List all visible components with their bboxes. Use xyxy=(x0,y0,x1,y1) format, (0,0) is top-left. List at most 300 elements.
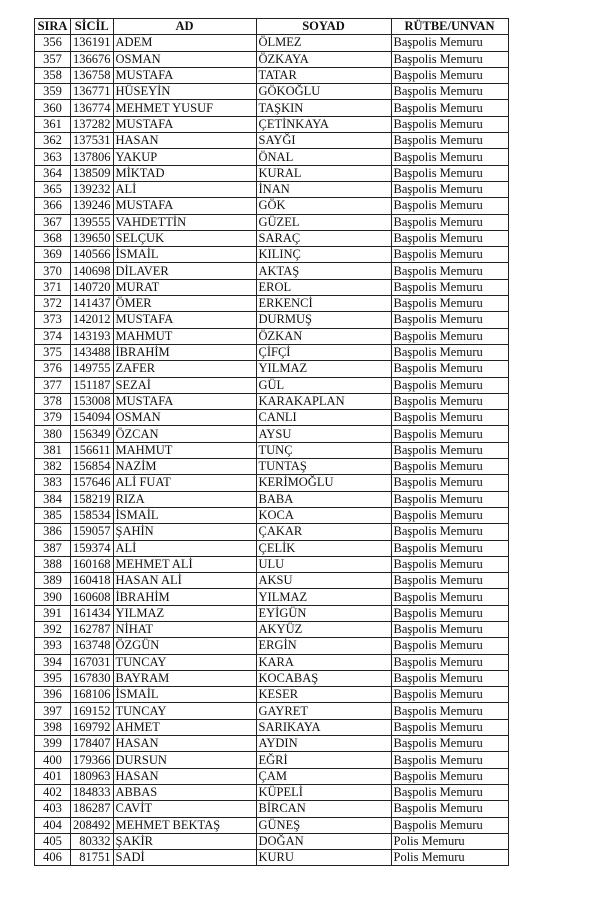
cell-rutbe: Başpolis Memuru xyxy=(391,67,508,83)
cell-rutbe: Başpolis Memuru xyxy=(391,198,508,214)
cell-sira: 405 xyxy=(35,833,71,849)
cell-soyad: AYDIN xyxy=(256,736,391,752)
cell-soyad: GÜZEL xyxy=(256,214,391,230)
cell-soyad: KURAL xyxy=(256,165,391,181)
cell-soyad: AKSU xyxy=(256,573,391,589)
cell-soyad: TUNTAŞ xyxy=(256,459,391,475)
cell-sicil: 139650 xyxy=(71,230,114,246)
cell-sira: 385 xyxy=(35,507,71,523)
cell-soyad: EROL xyxy=(256,279,391,295)
table-row xyxy=(35,67,509,83)
cell-rutbe: Başpolis Memuru xyxy=(391,752,508,768)
cell-sira: 378 xyxy=(35,393,71,409)
table-row xyxy=(35,736,509,752)
cell-soyad: SAYĞI xyxy=(256,133,391,149)
table-row xyxy=(35,344,509,360)
cell-sira: 394 xyxy=(35,654,71,670)
table-row xyxy=(35,589,509,605)
table-row xyxy=(35,801,509,817)
cell-rutbe: Başpolis Memuru xyxy=(391,247,508,263)
cell-ad: MURAT xyxy=(113,279,256,295)
cell-ad: ADEM xyxy=(113,35,256,51)
table-row xyxy=(35,459,509,475)
cell-soyad: TUNÇ xyxy=(256,442,391,458)
table-row xyxy=(35,149,509,165)
cell-rutbe: Başpolis Memuru xyxy=(391,230,508,246)
table-row xyxy=(35,605,509,621)
cell-sicil: 169792 xyxy=(71,719,114,735)
cell-ad: VAHDETTİN xyxy=(113,214,256,230)
cell-soyad: AKTAŞ xyxy=(256,263,391,279)
cell-soyad: ÇİFÇİ xyxy=(256,344,391,360)
cell-soyad: KERİMOĞLU xyxy=(256,475,391,491)
cell-rutbe: Başpolis Memuru xyxy=(391,312,508,328)
table-row xyxy=(35,719,509,735)
cell-soyad: ÇELİK xyxy=(256,540,391,556)
cell-soyad: TAŞKIN xyxy=(256,100,391,116)
cell-rutbe: Başpolis Memuru xyxy=(391,670,508,686)
table-body xyxy=(35,35,509,866)
table-row xyxy=(35,198,509,214)
header-sicil: SİCİL xyxy=(71,19,114,35)
cell-rutbe: Başpolis Memuru xyxy=(391,410,508,426)
cell-sira: 356 xyxy=(35,35,71,51)
cell-soyad: YILMAZ xyxy=(256,589,391,605)
cell-sicil: 137282 xyxy=(71,116,114,132)
cell-soyad: KÜPELİ xyxy=(256,784,391,800)
cell-sicil: 140566 xyxy=(71,247,114,263)
cell-rutbe: Başpolis Memuru xyxy=(391,149,508,165)
cell-ad: MUSTAFA xyxy=(113,393,256,409)
cell-ad: MUSTAFA xyxy=(113,312,256,328)
cell-sicil: 184833 xyxy=(71,784,114,800)
cell-sicil: 156854 xyxy=(71,459,114,475)
table-row xyxy=(35,263,509,279)
cell-sira: 368 xyxy=(35,230,71,246)
cell-rutbe: Başpolis Memuru xyxy=(391,328,508,344)
cell-sira: 363 xyxy=(35,149,71,165)
cell-sicil: 167031 xyxy=(71,654,114,670)
cell-sicil: 159057 xyxy=(71,524,114,540)
cell-ad: MAHMUT xyxy=(113,442,256,458)
cell-soyad: TATAR xyxy=(256,67,391,83)
cell-rutbe: Başpolis Memuru xyxy=(391,687,508,703)
cell-rutbe: Başpolis Memuru xyxy=(391,703,508,719)
cell-rutbe: Başpolis Memuru xyxy=(391,133,508,149)
cell-ad: İBRAHİM xyxy=(113,344,256,360)
cell-sira: 399 xyxy=(35,736,71,752)
cell-rutbe: Başpolis Memuru xyxy=(391,475,508,491)
cell-sira: 404 xyxy=(35,817,71,833)
cell-ad: ÖMER xyxy=(113,296,256,312)
cell-soyad: KARA xyxy=(256,654,391,670)
cell-sicil: 167830 xyxy=(71,670,114,686)
cell-soyad: AYSU xyxy=(256,426,391,442)
cell-ad: HÜSEYİN xyxy=(113,84,256,100)
cell-sicil: 159374 xyxy=(71,540,114,556)
cell-soyad: İNAN xyxy=(256,181,391,197)
cell-sicil: 136676 xyxy=(71,51,114,67)
cell-ad: MAHMUT xyxy=(113,328,256,344)
cell-soyad: ÇETİNKAYA xyxy=(256,116,391,132)
cell-rutbe: Başpolis Memuru xyxy=(391,426,508,442)
cell-sira: 369 xyxy=(35,247,71,263)
cell-sicil: 139232 xyxy=(71,181,114,197)
cell-sira: 364 xyxy=(35,165,71,181)
cell-ad: HASAN ALİ xyxy=(113,573,256,589)
cell-sira: 359 xyxy=(35,84,71,100)
cell-sira: 370 xyxy=(35,263,71,279)
cell-sicil: 136771 xyxy=(71,84,114,100)
cell-sira: 396 xyxy=(35,687,71,703)
cell-rutbe: Başpolis Memuru xyxy=(391,344,508,360)
cell-rutbe: Başpolis Memuru xyxy=(391,442,508,458)
cell-ad: MEHMET ALİ xyxy=(113,556,256,572)
table-row xyxy=(35,328,509,344)
table-row xyxy=(35,687,509,703)
cell-sira: 388 xyxy=(35,556,71,572)
cell-sicil: 208492 xyxy=(71,817,114,833)
table-row xyxy=(35,393,509,409)
cell-rutbe: Başpolis Memuru xyxy=(391,116,508,132)
cell-sicil: 156349 xyxy=(71,426,114,442)
cell-ad: MUSTAFA xyxy=(113,116,256,132)
cell-rutbe: Başpolis Memuru xyxy=(391,459,508,475)
cell-soyad: GÖK xyxy=(256,198,391,214)
cell-rutbe: Başpolis Memuru xyxy=(391,621,508,637)
cell-ad: SADİ xyxy=(113,850,256,866)
cell-sicil: 157646 xyxy=(71,475,114,491)
table-row xyxy=(35,703,509,719)
cell-sira: 383 xyxy=(35,475,71,491)
cell-ad: SEZAİ xyxy=(113,377,256,393)
cell-soyad: SARAÇ xyxy=(256,230,391,246)
cell-rutbe: Başpolis Memuru xyxy=(391,719,508,735)
cell-sira: 402 xyxy=(35,784,71,800)
cell-sira: 395 xyxy=(35,670,71,686)
cell-soyad: EYİGÜN xyxy=(256,605,391,621)
cell-ad: NAZİM xyxy=(113,459,256,475)
cell-ad: YAKUP xyxy=(113,149,256,165)
table-row xyxy=(35,507,509,523)
table-row xyxy=(35,833,509,849)
cell-sira: 372 xyxy=(35,296,71,312)
cell-sicil: 141437 xyxy=(71,296,114,312)
table-row xyxy=(35,540,509,556)
cell-sicil: 168106 xyxy=(71,687,114,703)
cell-soyad: KESER xyxy=(256,687,391,703)
cell-sira: 390 xyxy=(35,589,71,605)
cell-soyad: KOCA xyxy=(256,507,391,523)
cell-rutbe: Başpolis Memuru xyxy=(391,361,508,377)
cell-sicil: 136758 xyxy=(71,67,114,83)
table-row xyxy=(35,475,509,491)
cell-rutbe: Başpolis Memuru xyxy=(391,165,508,181)
header-ad: AD xyxy=(113,19,256,35)
table-row xyxy=(35,133,509,149)
cell-ad: OSMAN xyxy=(113,410,256,426)
cell-rutbe: Başpolis Memuru xyxy=(391,638,508,654)
cell-soyad: BABA xyxy=(256,491,391,507)
cell-soyad: ÖZKAN xyxy=(256,328,391,344)
cell-rutbe: Başpolis Memuru xyxy=(391,540,508,556)
table-row xyxy=(35,279,509,295)
cell-sira: 387 xyxy=(35,540,71,556)
cell-rutbe: Başpolis Memuru xyxy=(391,84,508,100)
cell-soyad: YILMAZ xyxy=(256,361,391,377)
table-row xyxy=(35,35,509,51)
cell-soyad: DOĞAN xyxy=(256,833,391,849)
cell-sira: 382 xyxy=(35,459,71,475)
cell-ad: MUSTAFA xyxy=(113,67,256,83)
cell-ad: HASAN xyxy=(113,768,256,784)
table-row xyxy=(35,556,509,572)
cell-sira: 397 xyxy=(35,703,71,719)
cell-sicil: 142012 xyxy=(71,312,114,328)
table-row xyxy=(35,296,509,312)
personnel-table xyxy=(34,18,509,866)
cell-ad: CAVİT xyxy=(113,801,256,817)
cell-rutbe: Başpolis Memuru xyxy=(391,507,508,523)
table-row xyxy=(35,377,509,393)
header-row xyxy=(35,19,509,35)
cell-sicil: 186287 xyxy=(71,801,114,817)
cell-soyad: ÇAKAR xyxy=(256,524,391,540)
cell-sira: 366 xyxy=(35,198,71,214)
cell-sicil: 158219 xyxy=(71,491,114,507)
cell-sira: 406 xyxy=(35,850,71,866)
table-row xyxy=(35,768,509,784)
table-row xyxy=(35,442,509,458)
cell-sira: 398 xyxy=(35,719,71,735)
cell-sicil: 137531 xyxy=(71,133,114,149)
cell-rutbe: Başpolis Memuru xyxy=(391,35,508,51)
cell-rutbe: Başpolis Memuru xyxy=(391,377,508,393)
cell-soyad: ERKENCİ xyxy=(256,296,391,312)
cell-sicil: 160608 xyxy=(71,589,114,605)
table-row xyxy=(35,426,509,442)
cell-ad: ALİ xyxy=(113,540,256,556)
table-row xyxy=(35,312,509,328)
cell-ad: MİKTAD xyxy=(113,165,256,181)
cell-sicil: 139555 xyxy=(71,214,114,230)
cell-rutbe: Başpolis Memuru xyxy=(391,279,508,295)
cell-sira: 384 xyxy=(35,491,71,507)
cell-rutbe: Başpolis Memuru xyxy=(391,573,508,589)
cell-sira: 386 xyxy=(35,524,71,540)
cell-sicil: 136191 xyxy=(71,35,114,51)
cell-sicil: 149755 xyxy=(71,361,114,377)
cell-sicil: 140720 xyxy=(71,279,114,295)
cell-rutbe: Başpolis Memuru xyxy=(391,181,508,197)
cell-ad: ŞAHİN xyxy=(113,524,256,540)
cell-ad: TUNCAY xyxy=(113,654,256,670)
cell-rutbe: Başpolis Memuru xyxy=(391,214,508,230)
cell-sicil: 136774 xyxy=(71,100,114,116)
table-row xyxy=(35,621,509,637)
cell-rutbe: Başpolis Memuru xyxy=(391,296,508,312)
cell-soyad: BİRCAN xyxy=(256,801,391,817)
cell-soyad: ULU xyxy=(256,556,391,572)
cell-sira: 373 xyxy=(35,312,71,328)
cell-rutbe: Başpolis Memuru xyxy=(391,784,508,800)
cell-sira: 379 xyxy=(35,410,71,426)
cell-rutbe: Başpolis Memuru xyxy=(391,491,508,507)
cell-ad: MEHMET BEKTAŞ xyxy=(113,817,256,833)
cell-ad: HASAN xyxy=(113,736,256,752)
cell-soyad: ÖNAL xyxy=(256,149,391,165)
cell-soyad: KURU xyxy=(256,850,391,866)
cell-sicil: 158534 xyxy=(71,507,114,523)
table-row xyxy=(35,165,509,181)
cell-soyad: KARAKAPLAN xyxy=(256,393,391,409)
cell-ad: YILMAZ xyxy=(113,605,256,621)
cell-ad: ŞAKİR xyxy=(113,833,256,849)
cell-ad: ABBAS xyxy=(113,784,256,800)
cell-sira: 357 xyxy=(35,51,71,67)
table-row xyxy=(35,230,509,246)
cell-sicil: 162787 xyxy=(71,621,114,637)
cell-sira: 358 xyxy=(35,67,71,83)
table-row xyxy=(35,84,509,100)
cell-sira: 391 xyxy=(35,605,71,621)
cell-sira: 371 xyxy=(35,279,71,295)
cell-ad: RIZA xyxy=(113,491,256,507)
cell-rutbe: Polis Memuru xyxy=(391,850,508,866)
cell-sicil: 160168 xyxy=(71,556,114,572)
cell-ad: İBRAHİM xyxy=(113,589,256,605)
table-row xyxy=(35,116,509,132)
cell-sicil: 156611 xyxy=(71,442,114,458)
cell-sicil: 137806 xyxy=(71,149,114,165)
table-row xyxy=(35,670,509,686)
cell-sira: 375 xyxy=(35,344,71,360)
cell-ad: DURSUN xyxy=(113,752,256,768)
cell-rutbe: Başpolis Memuru xyxy=(391,768,508,784)
cell-soyad: ÖLMEZ xyxy=(256,35,391,51)
cell-rutbe: Başpolis Memuru xyxy=(391,263,508,279)
cell-rutbe: Başpolis Memuru xyxy=(391,589,508,605)
cell-ad: SELÇUK xyxy=(113,230,256,246)
cell-ad: HASAN xyxy=(113,133,256,149)
cell-sira: 393 xyxy=(35,638,71,654)
cell-rutbe: Başpolis Memuru xyxy=(391,605,508,621)
cell-soyad: ÇAM xyxy=(256,768,391,784)
cell-soyad: CANLI xyxy=(256,410,391,426)
cell-ad: TUNCAY xyxy=(113,703,256,719)
cell-sira: 380 xyxy=(35,426,71,442)
cell-sira: 377 xyxy=(35,377,71,393)
cell-soyad: GÜL xyxy=(256,377,391,393)
table-row xyxy=(35,638,509,654)
cell-soyad: GÜNEŞ xyxy=(256,817,391,833)
cell-ad: BAYRAM xyxy=(113,670,256,686)
table-row xyxy=(35,573,509,589)
cell-sira: 367 xyxy=(35,214,71,230)
cell-soyad: GAYRET xyxy=(256,703,391,719)
cell-sicil: 161434 xyxy=(71,605,114,621)
cell-rutbe: Polis Memuru xyxy=(391,833,508,849)
cell-sira: 365 xyxy=(35,181,71,197)
cell-sicil: 143193 xyxy=(71,328,114,344)
cell-ad: ALİ FUAT xyxy=(113,475,256,491)
cell-sicil: 80332 xyxy=(71,833,114,849)
cell-sira: 381 xyxy=(35,442,71,458)
table-row xyxy=(35,784,509,800)
cell-ad: OSMAN xyxy=(113,51,256,67)
table-row xyxy=(35,752,509,768)
cell-sira: 401 xyxy=(35,768,71,784)
table-row xyxy=(35,361,509,377)
cell-rutbe: Başpolis Memuru xyxy=(391,51,508,67)
table-row xyxy=(35,817,509,833)
header-rutbe: RÜTBE/UNVAN xyxy=(391,19,508,35)
cell-sicil: 179366 xyxy=(71,752,114,768)
cell-ad: ÖZGÜN xyxy=(113,638,256,654)
cell-soyad: SARIKAYA xyxy=(256,719,391,735)
cell-soyad: EĞRİ xyxy=(256,752,391,768)
cell-sicil: 180963 xyxy=(71,768,114,784)
cell-sicil: 169152 xyxy=(71,703,114,719)
cell-rutbe: Başpolis Memuru xyxy=(391,817,508,833)
cell-ad: MEHMET YUSUF xyxy=(113,100,256,116)
table-row xyxy=(35,524,509,540)
table-row xyxy=(35,654,509,670)
cell-soyad: AKYÜZ xyxy=(256,621,391,637)
cell-sicil: 153008 xyxy=(71,393,114,409)
header-sira: SIRA xyxy=(35,19,71,35)
cell-rutbe: Başpolis Memuru xyxy=(391,801,508,817)
cell-sicil: 163748 xyxy=(71,638,114,654)
cell-ad: MUSTAFA xyxy=(113,198,256,214)
cell-ad: İSMAİL xyxy=(113,247,256,263)
cell-ad: İSMAİL xyxy=(113,687,256,703)
table-row xyxy=(35,247,509,263)
table-row xyxy=(35,181,509,197)
cell-rutbe: Başpolis Memuru xyxy=(391,100,508,116)
cell-sira: 361 xyxy=(35,116,71,132)
cell-sicil: 143488 xyxy=(71,344,114,360)
table-row xyxy=(35,214,509,230)
cell-sicil: 151187 xyxy=(71,377,114,393)
header-soyad: SOYAD xyxy=(256,19,391,35)
cell-sicil: 178407 xyxy=(71,736,114,752)
cell-rutbe: Başpolis Memuru xyxy=(391,736,508,752)
cell-rutbe: Başpolis Memuru xyxy=(391,393,508,409)
table-row xyxy=(35,410,509,426)
cell-sira: 376 xyxy=(35,361,71,377)
cell-sira: 392 xyxy=(35,621,71,637)
cell-soyad: KILINÇ xyxy=(256,247,391,263)
cell-rutbe: Başpolis Memuru xyxy=(391,654,508,670)
cell-ad: ZAFER xyxy=(113,361,256,377)
cell-soyad: ÖZKAYA xyxy=(256,51,391,67)
cell-sira: 400 xyxy=(35,752,71,768)
cell-sicil: 154094 xyxy=(71,410,114,426)
cell-sicil: 81751 xyxy=(71,850,114,866)
cell-sicil: 140698 xyxy=(71,263,114,279)
cell-sicil: 138509 xyxy=(71,165,114,181)
cell-sira: 360 xyxy=(35,100,71,116)
cell-sira: 389 xyxy=(35,573,71,589)
cell-ad: ALİ xyxy=(113,181,256,197)
table-row xyxy=(35,100,509,116)
cell-ad: DİLAVER xyxy=(113,263,256,279)
cell-soyad: KOCABAŞ xyxy=(256,670,391,686)
table-row xyxy=(35,850,509,866)
cell-rutbe: Başpolis Memuru xyxy=(391,524,508,540)
cell-sira: 374 xyxy=(35,328,71,344)
